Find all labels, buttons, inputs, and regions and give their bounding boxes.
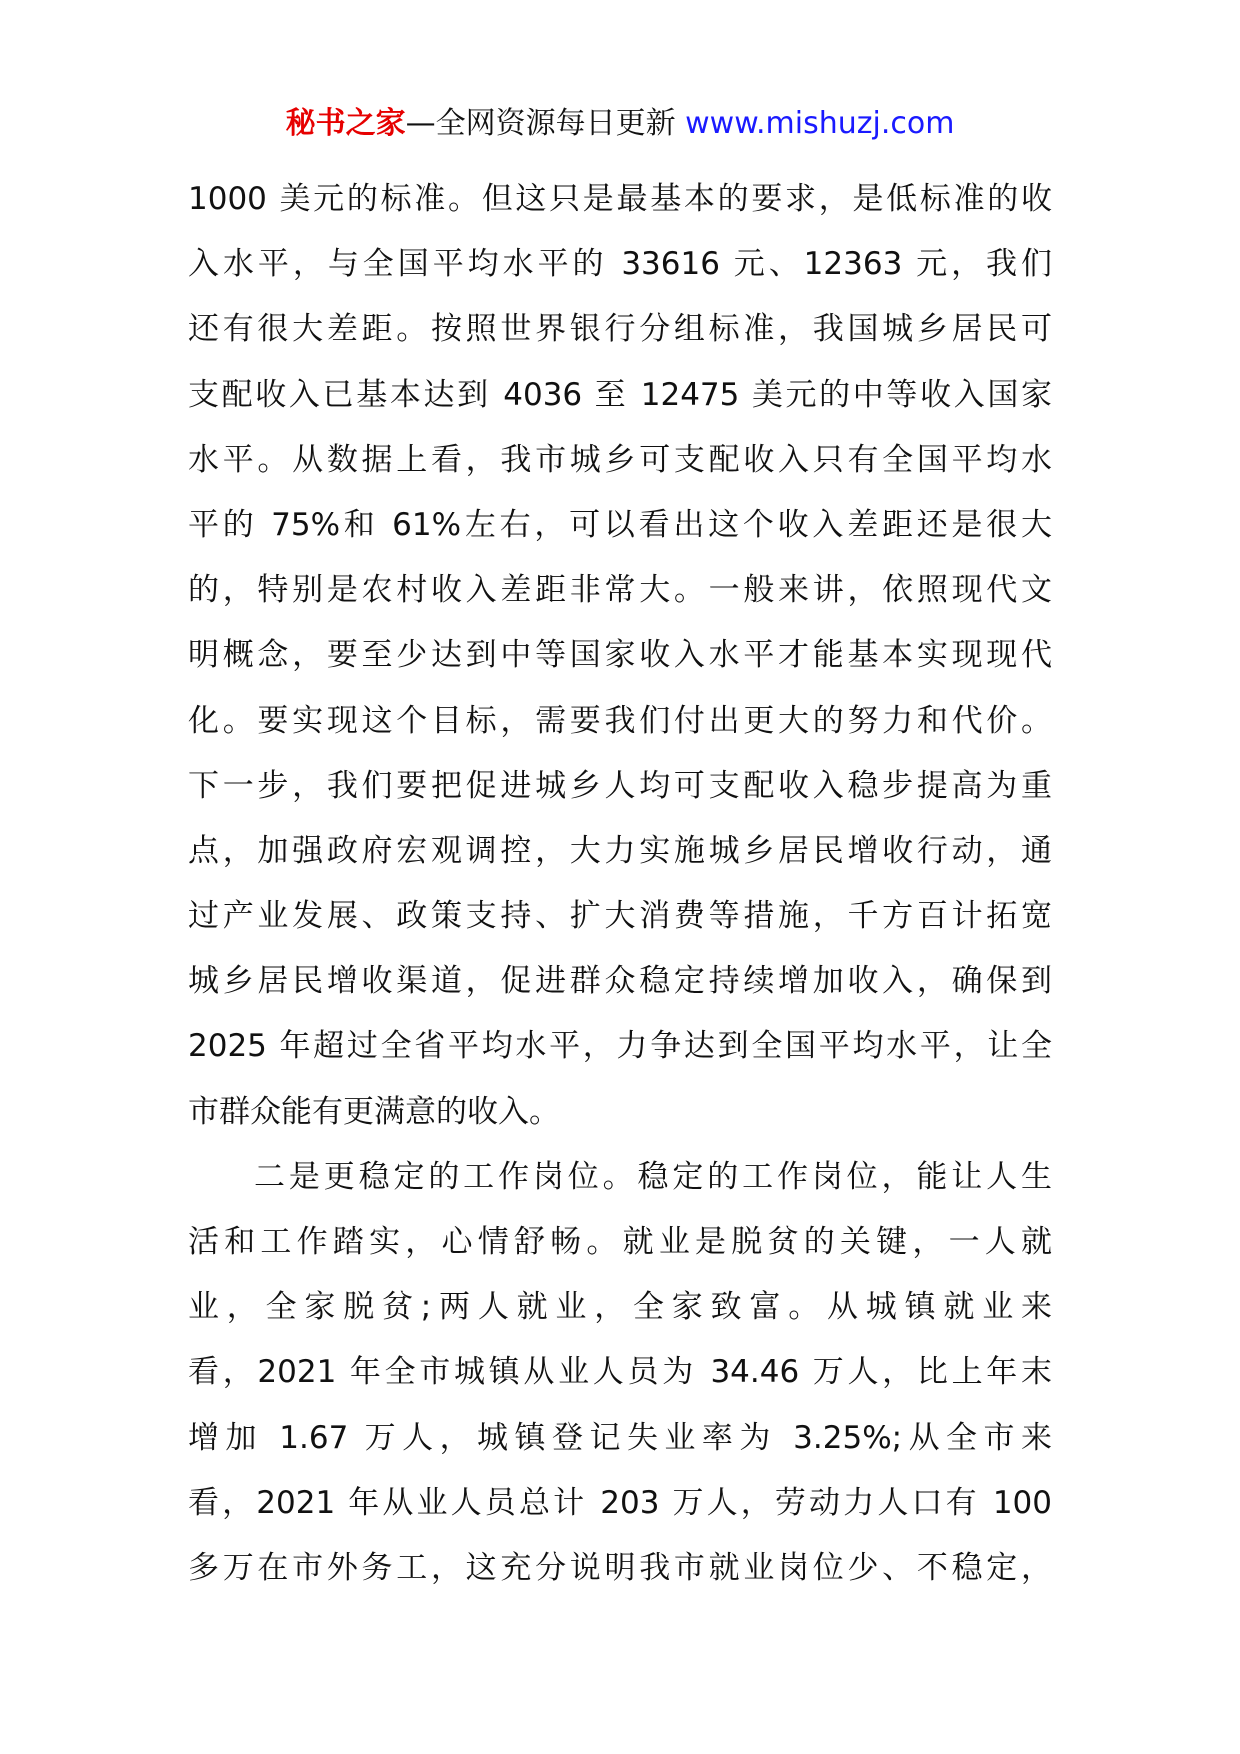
paragraph-end-line: 市群众能有更满意的收入。 bbox=[188, 1093, 560, 1130]
text-line: 支配收入已基本达到 4036 至 12475 美元的中等收入国家 bbox=[188, 376, 1052, 413]
text-line: 1000 美元的标准。但这只是最基本的要求，是低标准的收 bbox=[188, 181, 1052, 217]
text-line: 增加 1.67 万人，城镇登记失业率为 3.25%;从全市来 bbox=[188, 1419, 1052, 1456]
text-line: 看，2021 年从业人员总计 203 万人，劳动力人口有 100 bbox=[188, 1484, 1052, 1521]
text-line: 多万在市外务工，这充分说明我市就业岗位少、不稳定， bbox=[188, 1549, 1052, 1586]
paragraph-heading-line: 二是更稳定的工作岗位。稳定的工作岗位，能让人生 bbox=[254, 1158, 1052, 1195]
text-line: 的，特别是农村收入差距非常大。一般来讲，依照现代文 bbox=[188, 572, 1052, 609]
text-line: 还有很大差距。按照世界银行分组标准，我国城乡居民可 bbox=[188, 311, 1052, 348]
site-header bbox=[0, 104, 1240, 144]
text-line: 城乡居民增收渠道，促进群众稳定持续增加收入，确保到 bbox=[188, 963, 1052, 1000]
text-line: 下一步，我们要把促进城乡人均可支配收入稳步提高为重 bbox=[188, 767, 1052, 804]
text-line: 业，全家脱贫;两人就业，全家致富。从城镇就业来 bbox=[188, 1289, 1052, 1326]
text-line: 平的 75%和 61%左右，可以看出这个收入差距还是很大 bbox=[188, 506, 1052, 543]
brand-name: 秘书之家 bbox=[285, 106, 406, 141]
text-line: 入水平，与全国平均水平的 33616 元、12363 元，我们 bbox=[188, 246, 1052, 283]
text-line: 活和工作踏实，心情舒畅。就业是脱贫的关键，一人就 bbox=[188, 1224, 1052, 1260]
text-line: 看，2021 年全市城镇从业人员为 34.46 万人，比上年末 bbox=[188, 1354, 1052, 1391]
document-body bbox=[188, 167, 1052, 1601]
text-line: 过产业发展、政策支持、扩大消费等措施，千方百计拓宽 bbox=[188, 898, 1052, 935]
text-line: 明概念，要至少达到中等国家收入水平才能基本实现现代 bbox=[188, 637, 1052, 674]
text-line: 点，加强政府宏观调控，大力实施城乡居民增收行动，通 bbox=[188, 832, 1052, 869]
text-line: 化。要实现这个目标，需要我们付出更大的努力和代价。 bbox=[188, 702, 1052, 739]
text-line: 2025 年超过全省平均水平，力争达到全国平均水平，让全 bbox=[188, 1028, 1052, 1065]
header-tagline: —全网资源每日更新 bbox=[405, 106, 686, 141]
site-url[interactable]: www.mishuzj.com bbox=[685, 106, 955, 141]
text-line: 水平。从数据上看，我市城乡可支配收入只有全国平均水 bbox=[188, 441, 1052, 478]
